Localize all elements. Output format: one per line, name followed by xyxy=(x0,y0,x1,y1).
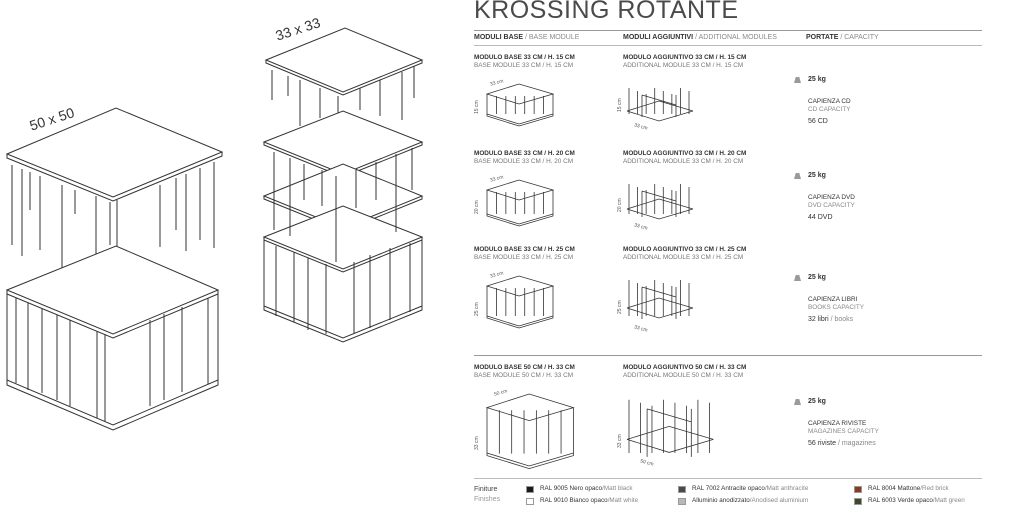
capacity-value xyxy=(808,316,853,323)
width-dimension: 33 cm xyxy=(489,270,505,280)
additional-module-title-en: ADDITIONAL MODULE 50 CM / H. 33 CM xyxy=(623,372,744,379)
module-outline xyxy=(487,276,553,328)
small-size-label: 33 x 33 xyxy=(273,14,323,44)
product-illustrations xyxy=(0,0,470,529)
finish-label xyxy=(868,497,965,504)
additional-module-drawing xyxy=(625,274,735,346)
capacity-value-it: 32 libri xyxy=(808,316,829,323)
header-capacity: PORTATE / CAPACITY xyxy=(806,34,879,41)
section-rule xyxy=(474,355,982,356)
height-dimension: 25 cm xyxy=(474,302,480,316)
load-capacity: 25 kg xyxy=(808,172,826,179)
weight-icon xyxy=(794,275,801,281)
finish-name-en: /Matt green xyxy=(932,497,965,504)
finish-swatch xyxy=(678,498,686,505)
capacity-value xyxy=(808,118,828,125)
additional-module-title: MODULO AGGIUNTIVO 50 CM / H. 33 CM xyxy=(623,364,747,371)
base-module-title-en: BASE MODULE 33 CM / H. 25 CM xyxy=(474,254,574,261)
width-dimension: 33 cm xyxy=(489,78,505,88)
module-outline xyxy=(487,84,553,126)
capacity-value-it: 56 riviste xyxy=(808,440,837,447)
large-module-top-drawing xyxy=(7,108,222,268)
module-outline xyxy=(487,394,573,469)
finish-name-en: /Matt anthracite xyxy=(764,485,809,492)
capacity-title-en: MAGAZINES CAPACITY xyxy=(808,428,879,435)
finish-label xyxy=(692,497,808,504)
base-module-drawing xyxy=(485,274,595,346)
height-dimension-additional: 33 cm xyxy=(617,434,623,448)
large-module-base-drawing xyxy=(7,246,218,430)
finish-swatch xyxy=(526,486,534,493)
additional-module-title-en: ADDITIONAL MODULE 33 CM / H. 25 CM xyxy=(623,254,744,261)
additional-module-title: MODULO AGGIUNTIVO 33 CM / H. 25 CM xyxy=(623,246,747,253)
width-dimension-additional: 33 cm xyxy=(633,122,649,132)
finish-label xyxy=(692,485,808,492)
finish-label xyxy=(868,485,949,492)
capacity-value xyxy=(808,440,876,447)
module-outline xyxy=(627,400,713,457)
finish-swatch xyxy=(854,498,862,505)
capacity-title: CAPIENZA CD xyxy=(808,98,851,105)
capacity-value-it: 56 CD xyxy=(808,118,828,125)
header-base-modules: MODULI BASE / BASE MODULE xyxy=(474,34,580,41)
finishes-rule xyxy=(474,478,982,479)
capacity-value-en: / magazines xyxy=(836,440,876,447)
finish-label xyxy=(540,485,633,492)
width-dimension-additional: 33 cm xyxy=(633,222,649,232)
load-capacity: 25 kg xyxy=(808,76,826,83)
base-module-title-en: BASE MODULE 33 CM / H. 15 CM xyxy=(474,62,574,69)
height-dimension: 15 cm xyxy=(474,100,480,114)
weight-icon xyxy=(794,77,801,83)
load-capacity: 25 kg xyxy=(808,398,826,405)
finish-swatch xyxy=(526,498,534,505)
finish-swatch xyxy=(678,486,686,493)
height-dimension-additional: 15 cm xyxy=(617,98,623,112)
finish-name: RAL 9010 Bianco opaco xyxy=(540,497,608,504)
base-module-title: MODULO BASE 33 CM / H. 25 CM xyxy=(474,246,575,253)
height-dimension: 33 cm xyxy=(474,436,480,450)
page-title: KROSSING ROTANTE xyxy=(474,0,739,24)
base-module-drawing xyxy=(485,392,595,480)
width-dimension: 50 cm xyxy=(493,388,509,398)
finish-name-en: /Matt white xyxy=(607,497,639,504)
capacity-value-it: 44 DVD xyxy=(808,214,833,221)
base-module-title-en: BASE MODULE 33 CM / H. 20 CM xyxy=(474,158,574,165)
additional-module-title-en: ADDITIONAL MODULE 33 CM / H. 15 CM xyxy=(623,62,744,69)
finish-swatch xyxy=(854,486,862,493)
finish-label xyxy=(540,497,638,504)
finish-name-en: /Anodised aluminium xyxy=(749,497,809,504)
capacity-value-en: / books xyxy=(828,316,854,323)
additional-module-title: MODULO AGGIUNTIVO 33 CM / H. 15 CM xyxy=(623,54,747,61)
capacity-title-en: CD CAPACITY xyxy=(808,106,851,113)
height-dimension-additional: 25 cm xyxy=(617,300,623,314)
header-additional-modules: MODULI AGGIUNTIVI / ADDITIONAL MODULES xyxy=(623,34,777,41)
height-dimension: 20 cm xyxy=(474,200,480,214)
base-module-title: MODULO BASE 50 CM / H. 33 CM xyxy=(474,364,575,371)
additional-module-drawing xyxy=(625,178,735,244)
width-dimension: 33 cm xyxy=(489,174,505,184)
additional-module-drawing xyxy=(625,82,735,144)
additional-module-title: MODULO AGGIUNTIVO 33 CM / H. 20 CM xyxy=(623,150,747,157)
capacity-title: CAPIENZA DVD xyxy=(808,194,855,201)
small-module-stack-drawing xyxy=(264,28,422,342)
header-rule xyxy=(474,45,982,46)
width-dimension-additional: 33 cm xyxy=(633,324,649,334)
capacity-value xyxy=(808,214,833,221)
capacity-title: CAPIENZA RIVISTE xyxy=(808,420,867,427)
width-dimension-additional: 50 cm xyxy=(639,458,655,468)
finish-name: RAL 7002 Antracite opaco xyxy=(692,485,765,492)
module-outline xyxy=(627,88,693,121)
finish-name: RAL 8004 Mattone xyxy=(868,485,921,492)
finishes-label-en: Finishes xyxy=(474,496,501,503)
base-module-drawing xyxy=(485,82,595,144)
finish-name: RAL 6003 Verde opaco xyxy=(868,497,933,504)
large-size-label: 50 x 50 xyxy=(27,104,77,134)
height-dimension-additional: 20 cm xyxy=(617,198,623,212)
additional-module-drawing xyxy=(625,392,735,480)
weight-icon xyxy=(794,173,801,179)
finish-name: RAL 9005 Nero opaco xyxy=(540,485,603,492)
capacity-title-en: DVD CAPACITY xyxy=(808,202,855,209)
capacity-title-en: BOOKS CAPACITY xyxy=(808,304,864,311)
finish-name-en: /Red brick xyxy=(920,485,949,492)
base-module-title: MODULO BASE 33 CM / H. 20 CM xyxy=(474,150,575,157)
base-module-drawing xyxy=(485,178,595,244)
finish-name-en: /Matt black xyxy=(602,485,633,492)
capacity-title: CAPIENZA LIBRI xyxy=(808,296,858,303)
base-module-title-en: BASE MODULE 50 CM / H. 33 CM xyxy=(474,372,574,379)
base-module-title: MODULO BASE 33 CM / H. 15 CM xyxy=(474,54,575,61)
finishes-label: Finiture xyxy=(474,486,498,493)
weight-icon xyxy=(794,399,801,405)
module-outline xyxy=(627,280,693,319)
module-outline xyxy=(487,180,553,226)
module-outline xyxy=(627,184,693,219)
finish-name: Alluminio anodizzato xyxy=(692,497,750,504)
title-rule xyxy=(474,30,982,31)
load-capacity: 25 kg xyxy=(808,274,826,281)
additional-module-title-en: ADDITIONAL MODULE 33 CM / H. 20 CM xyxy=(623,158,744,165)
